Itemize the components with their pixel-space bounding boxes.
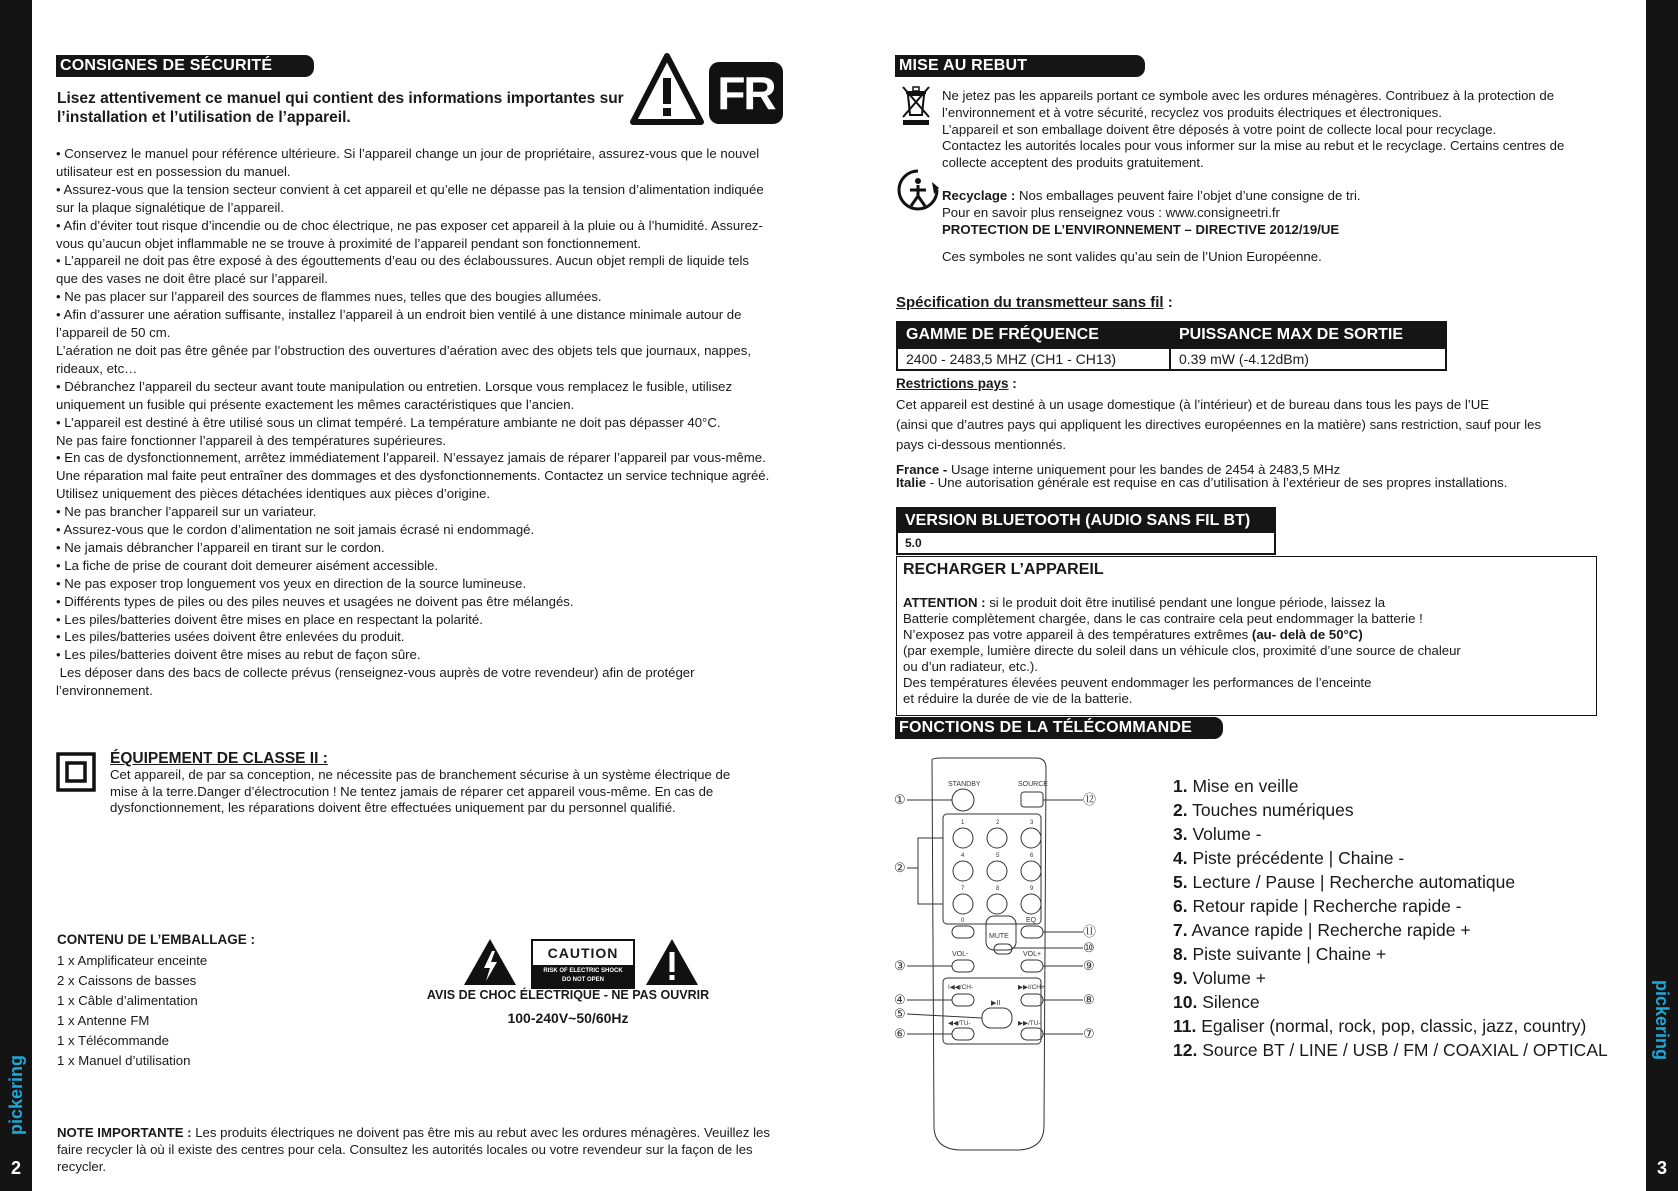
safety-line: • Afin d’assurer une aération suffisante, installez l’appareil à un endroit bien ventilé à une distance minimale autour de — [56, 307, 742, 323]
safety-intro: Lisez attentivement ce manuel qui contient des informations importantes sur l’installation et l’utilisation de l’appareil. — [57, 90, 624, 126]
freq-header: GAMME DE FRÉQUENCE — [897, 322, 1170, 348]
recharge-title: RECHARGER L’APPAREIL — [903, 561, 1104, 578]
function-item: 5. Lecture / Pause | Recherche automatique — [1173, 872, 1516, 892]
safety-line: Utilisez uniquement des pièces détachées identiques aux pièces d’origine. — [56, 486, 490, 502]
recharge-line: N’exposez pas votre appareil à des températures extrêmes — [903, 627, 1252, 642]
france-label: France - — [896, 462, 948, 477]
safety-line: utilisateur est en possession du manuel. — [56, 163, 291, 179]
standby-button[interactable] — [952, 789, 974, 811]
function-item: 1. Mise en veille — [1173, 776, 1299, 796]
bluetooth-title: VERSION BLUETOOTH (AUDIO SANS FIL BT) — [898, 509, 1274, 533]
safety-title: CONSIGNES DE SÉCURITÉ — [56, 55, 314, 77]
remote-diagram — [890, 756, 1100, 1156]
safety-line: vous qu’aucun objet inflammable ne se trouve à proximité de l’appareil pendant son fonctionnement. — [56, 235, 642, 251]
eu-only-text: Ces symboles ne sont valides qu’au sein de l’Union Européenne. — [942, 249, 1322, 264]
caution-text: CAUTION — [547, 945, 619, 961]
language-badge: FR — [709, 62, 783, 124]
weee-bin-icon — [901, 84, 931, 126]
note-line: Les produits électriques ne doivent pas être mis au rebut avec les ordures ménagères. Veuillez les — [191, 1125, 770, 1140]
function-item: 2. Touches numériques — [1173, 800, 1354, 820]
safety-line: • Assurez-vous que la tension secteur convient à cet appareil et qu’elle ne dépasse pas la tension d’alimentation indiquée — [56, 181, 764, 197]
digit-button[interactable] — [1021, 861, 1041, 881]
package-list — [57, 951, 207, 1071]
recharge-temp: (au- delà de 50°C) — [1251, 627, 1363, 642]
callout-10: ⑩ — [1083, 940, 1095, 955]
source-label: SOURCE — [1018, 781, 1048, 788]
rewind-button[interactable] — [952, 1028, 974, 1040]
package-item: 2 x Caissons de basses — [57, 973, 197, 988]
digit-label: 4 — [961, 853, 965, 859]
safety-line: • Assurez-vous que le cordon d’alimentation ne soit jamais écrasé ni endommagé. — [56, 522, 535, 538]
mute-button[interactable] — [994, 944, 1012, 954]
italy-text: - Une autorisation générale est requise en cas d’utilisation à l’extérieur de ses propres installations. — [926, 475, 1508, 490]
safety-line: uniquement un fusible qui présente exactement les mêmes caractéristiques que l’ancien. — [56, 396, 575, 412]
voltage-rating: 100-240V~50/60Hz — [507, 1010, 629, 1026]
page-number-left: 2 — [10, 1158, 21, 1178]
callout-7: ⑦ — [1083, 1026, 1095, 1041]
caution-sub1: RISK OF ELECTRIC SHOCK — [543, 968, 623, 974]
safety-line: • Afin d’éviter tout risque d’incendie ou de choc électrique, ne pas exposer cet appareil à la pluie ou à l’humidité. Assurez- — [56, 217, 763, 233]
class-ii-icon — [56, 752, 96, 792]
recharge-line: et réduire la durée de vie de la batterie. — [903, 691, 1133, 706]
fast-forward-button[interactable] — [1021, 1028, 1043, 1040]
digit-button[interactable] — [987, 861, 1007, 881]
digit-label: 0 — [961, 918, 965, 924]
vol-minus-label: VOL- — [952, 951, 969, 958]
restrictions-title: Restrictions pays : — [896, 376, 1017, 391]
safety-line: Une réparation mal faite peut entraîner des dommages et des dysfonctionnements. Contactez un service technique agréé. — [56, 468, 770, 484]
eq-label: EQ — [1026, 917, 1037, 924]
safety-line: • L’appareil est destiné à être utilisé sous un climat tempéré. La température ambiante ne doit pas dépasser 40°C. — [56, 414, 721, 430]
digit-button[interactable] — [952, 926, 974, 938]
freq-value: 2400 - 2483,5 MHZ (CH1 - CH13) — [897, 348, 1170, 370]
safety-line: • Ne pas placer sur l’appareil des sources de flammes nues, telles que des bougies allumées. — [56, 289, 602, 305]
digit-label: 3 — [1030, 820, 1034, 826]
safety-line: • Débranchez l’appareil du secteur avant toute manipulation ou entretien. Lorsque vous remplacez le fusible, utilisez — [56, 378, 733, 394]
directive-text: PROTECTION DE L’ENVIRONNEMENT – DIRECTIVE 2012/19/UE — [942, 221, 1340, 237]
brand-logo-right: pickering — [1652, 979, 1672, 1060]
eq-button[interactable] — [1021, 926, 1043, 938]
function-item: 6. Retour rapide | Recherche rapide - — [1173, 896, 1462, 916]
bluetooth-box — [896, 507, 1276, 555]
package-item: 1 x Télécommande — [57, 1033, 169, 1048]
function-item: 7. Avance rapide | Recherche rapide + — [1173, 920, 1471, 940]
package-item: 1 x Câble d’alimentation — [57, 993, 198, 1008]
power-value: 0.39 mW (-4.12dBm) — [1170, 348, 1446, 370]
transmitter-title: Spécification du transmetteur sans fil : — [896, 294, 1173, 311]
recycle-info: Pour en savoir plus renseignez vous : www.consigneetri.fr — [942, 204, 1280, 220]
rew-label: ◀◀/TU- — [948, 1020, 971, 1027]
recharge-text — [903, 595, 1583, 707]
disposal-line: L’appareil et son emballage doivent être déposés à votre point de collecte local pour recyclage. — [942, 121, 1497, 137]
safety-line: l’appareil de 50 cm. — [56, 325, 171, 341]
class-ii-line: Cet appareil, de par sa conception, ne nécessite pas de branchement sécurise à un système électrique de — [110, 767, 731, 782]
callout-4: ④ — [894, 992, 906, 1007]
digit-label: 2 — [996, 820, 1000, 826]
vol-plus-button[interactable] — [1021, 960, 1043, 972]
package-item: 1 x Antenne FM — [57, 1013, 150, 1028]
disposal-line: Contactez les autorités locales pour vous informer sur la mise au rebut et le recyclage. Certains centres de — [942, 138, 1565, 154]
class-ii-title: ÉQUIPEMENT DE CLASSE II : — [110, 750, 328, 767]
recharge-line: (par exemple, lumière directe du soleil dans un véhicule clos, proximité d’une source de chaleur — [903, 643, 1461, 658]
transmitter-table — [896, 321, 1447, 371]
recharge-line: Des températures élevées peuvent endommager les performances de l’enceinte — [903, 675, 1372, 690]
safety-line: • Conservez le manuel pour référence ultérieure. Si l’appareil change un jour de propriétaire, assurez-vous que le nouvel — [56, 146, 760, 161]
caution-label — [531, 939, 635, 989]
country-restrictions — [896, 463, 1636, 489]
safety-line: • Ne jamais débrancher l’appareil en tirant sur le cordon. — [56, 539, 385, 555]
ff-label: ▶▶/TU- — [1018, 1020, 1041, 1027]
digit-label: 9 — [1030, 886, 1034, 892]
bluetooth-version: 5.0 — [905, 536, 922, 550]
note-line: recycler. — [57, 1159, 107, 1174]
important-note — [57, 1124, 827, 1175]
digit-button[interactable] — [953, 828, 973, 848]
next-button[interactable] — [1021, 994, 1043, 1006]
safety-line: • Les piles/batteries usées doivent être enlevées du produit. — [56, 629, 405, 645]
disposal-line: l’environnement et à votre sécurité, recyclez vos produits électriques et électroniques. — [942, 104, 1442, 120]
callout-12: ⑫ — [1083, 792, 1097, 807]
safety-line: • Ne pas brancher l’appareil sur un variateur. — [56, 504, 317, 520]
function-item: 10. Silence — [1173, 992, 1260, 1012]
callout-5: ⑤ — [894, 1006, 906, 1021]
brand-logo-left: pickering — [6, 1054, 26, 1135]
digit-button[interactable] — [1021, 894, 1041, 914]
package-item: 1 x Manuel d’utilisation — [57, 1053, 191, 1068]
safety-line: rideaux, etc… — [56, 360, 138, 376]
safety-line: • Les piles/batteries doivent être mises au rebut de façon sûre. — [56, 647, 421, 663]
callout-2: ② — [894, 860, 906, 875]
callout-9: ⑨ — [1083, 958, 1095, 973]
recycle-label: Recyclage : — [942, 188, 1016, 203]
class-ii-text — [110, 767, 810, 817]
remote-title: FONCTIONS DE LA TÉLÉCOMMANDE — [895, 717, 1223, 739]
digit-label: 6 — [1030, 853, 1034, 859]
function-item: 9. Volume + — [1173, 968, 1266, 988]
attention-label: ATTENTION : — [903, 595, 986, 610]
digit-button[interactable] — [987, 828, 1007, 848]
remote-function-list — [1173, 774, 1608, 1062]
disposal-title: MISE AU REBUT — [895, 55, 1145, 77]
safety-list — [56, 145, 816, 700]
package-item: 1 x Amplificateur enceinte — [57, 953, 208, 968]
caution-sub2: DO NOT OPEN — [561, 977, 604, 983]
disposal-line: collecte acceptent des produits gratuitement. — [942, 155, 1204, 171]
recycle-line: Nos emballages peuvent faire l’objet d’une consigne de tri. — [1015, 188, 1361, 203]
safety-line: • En cas de dysfonctionnement, arrêtez immédiatement l’appareil. N’essayez jamais de réparer l’appareil par vous-même. — [56, 450, 766, 466]
safety-line: • L’appareil ne doit pas être exposé à des égouttements d’eau ou des éclaboussures. Aucun objet rempli de liquide tels — [56, 253, 750, 269]
callout-3: ③ — [894, 958, 906, 973]
digit-label: 8 — [996, 886, 1000, 892]
recycle-text — [942, 188, 1642, 238]
restrictions-line: pays ci-dessous mentionnés. — [896, 437, 1067, 452]
play-pause-button[interactable] — [982, 1008, 1012, 1028]
function-item: 4. Piste précédente | Chaine - — [1173, 848, 1405, 868]
callout-8: ⑧ — [1083, 992, 1095, 1007]
disposal-text — [942, 88, 1622, 172]
recharge-box — [896, 556, 1597, 716]
digit-button[interactable] — [987, 894, 1007, 914]
standby-label: STANDBY — [948, 781, 981, 788]
warning-triangle-icon — [630, 52, 704, 126]
recharge-line: ou d’un radiateur, etc.). — [903, 659, 1038, 674]
function-item: 3. Volume - — [1173, 824, 1262, 844]
class-ii-line: mise à la terre.Danger d’électrocution ! Ne tentez jamais de réparer cet appareil vous-même. En cas de — [110, 783, 714, 799]
source-button[interactable] — [1021, 792, 1043, 807]
safety-line: sur la plaque signalétique de l’appareil. — [56, 199, 285, 215]
restrictions-line: Cet appareil est destiné à un usage domestique (à l’intérieur) et de bureau dans tous les pays de l’UE — [896, 397, 1490, 412]
restrictions-text — [896, 395, 1616, 455]
function-item: 12. Source BT / LINE / USB / FM / COAXIAL / OPTICAL — [1173, 1040, 1608, 1060]
play-label: ▶II — [991, 1000, 1001, 1007]
digit-label: 1 — [961, 820, 965, 826]
safety-line: • Différents types de piles ou des piles neuves et usagées ne doivent pas être mélangés. — [56, 593, 574, 609]
vol-plus-label: VOL+ — [1023, 951, 1042, 958]
safety-line: Ne pas faire fonctionner l’appareil à des températures supérieures. — [56, 432, 446, 448]
safety-line: Les déposer dans des bacs de collecte prévus (renseignez-vous auprès de votre revendeur) afin de protéger — [56, 665, 695, 681]
callout-1: ① — [894, 792, 906, 807]
power-header: PUISSANCE MAX DE SORTIE — [1170, 322, 1446, 348]
safety-line: • Ne pas exposer trop longuement vos yeux en direction de la source lumineuse. — [56, 575, 527, 591]
prev-button[interactable] — [952, 994, 974, 1006]
france-text: Usage interne uniquement pour les bandes de 2454 à 2483,5 MHz — [947, 462, 1341, 477]
note-label: NOTE IMPORTANTE : — [57, 1125, 192, 1140]
digit-label: 7 — [961, 886, 965, 892]
package-title: CONTENU DE L’EMBALLAGE : — [57, 932, 255, 947]
callout-6: ⑥ — [894, 1026, 906, 1041]
triman-recycle-icon — [896, 168, 940, 212]
digit-button[interactable] — [953, 894, 973, 914]
function-item: 11. Egaliser (normal, rock, pop, classic, jazz, country) — [1173, 1016, 1587, 1036]
exclamation-triangle-icon — [644, 937, 700, 987]
callout-11: ⑪ — [1083, 924, 1097, 939]
digit-button[interactable] — [1021, 828, 1041, 848]
recharge-line: Batterie complètement chargée, dans le cas contraire cela peut endommager la batterie ! — [903, 611, 1423, 626]
safety-line: que des vases ne doit être placé sur l’appareil. — [56, 271, 328, 287]
safety-line: • La fiche de prise de courant doit demeurer aisément accessible. — [56, 557, 439, 573]
safety-line: • Les piles/batteries doivent être mises en place en respectant la polarité. — [56, 611, 483, 627]
italy-label: Italie — [896, 475, 927, 490]
vol-minus-button[interactable] — [952, 960, 974, 972]
digit-button[interactable] — [953, 861, 973, 881]
class-ii-line: dysfonctionnement, les réparations doivent être effectuées uniquement par du personnel qualifié. — [110, 800, 676, 815]
next-label: ▶▶I/CH+ — [1018, 984, 1045, 991]
prev-label: I◀◀/CH- — [948, 984, 974, 991]
lightning-triangle-icon — [462, 937, 518, 987]
recharge-line: si le produit doit être inutilisé pendant une longue période, laissez la — [985, 595, 1386, 610]
safety-line: l’environnement. — [56, 683, 153, 699]
caution-warning: AVIS DE CHOC ÉLECTRIQUE - NE PAS OUVRIR — [426, 988, 710, 1002]
safety-line: L’aération ne doit pas être gênée par l’obstruction des ouvertures d’aération avec des objets tels que journaux, nappes, — [56, 342, 751, 358]
restrictions-line: (ainsi que d’autres pays qui appliquent les directives européennes en la matière) sans restriction, sauf pour les — [896, 417, 1542, 432]
function-item: 8. Piste suivante | Chaine + — [1173, 944, 1387, 964]
mute-label: MUTE — [989, 933, 1009, 940]
page-number-right: 3 — [1656, 1158, 1667, 1178]
note-line: faire recycler là où il existe des centres pour cela. Consultez les autorités locales ou votre revendeur sur la façon de les — [57, 1142, 753, 1157]
disposal-line: Ne jetez pas les appareils portant ce symbole avec les ordures ménagères. Contribuez à la protection de — [942, 88, 1555, 103]
left-sidebar — [0, 0, 32, 1191]
digit-label: 5 — [996, 853, 1000, 859]
